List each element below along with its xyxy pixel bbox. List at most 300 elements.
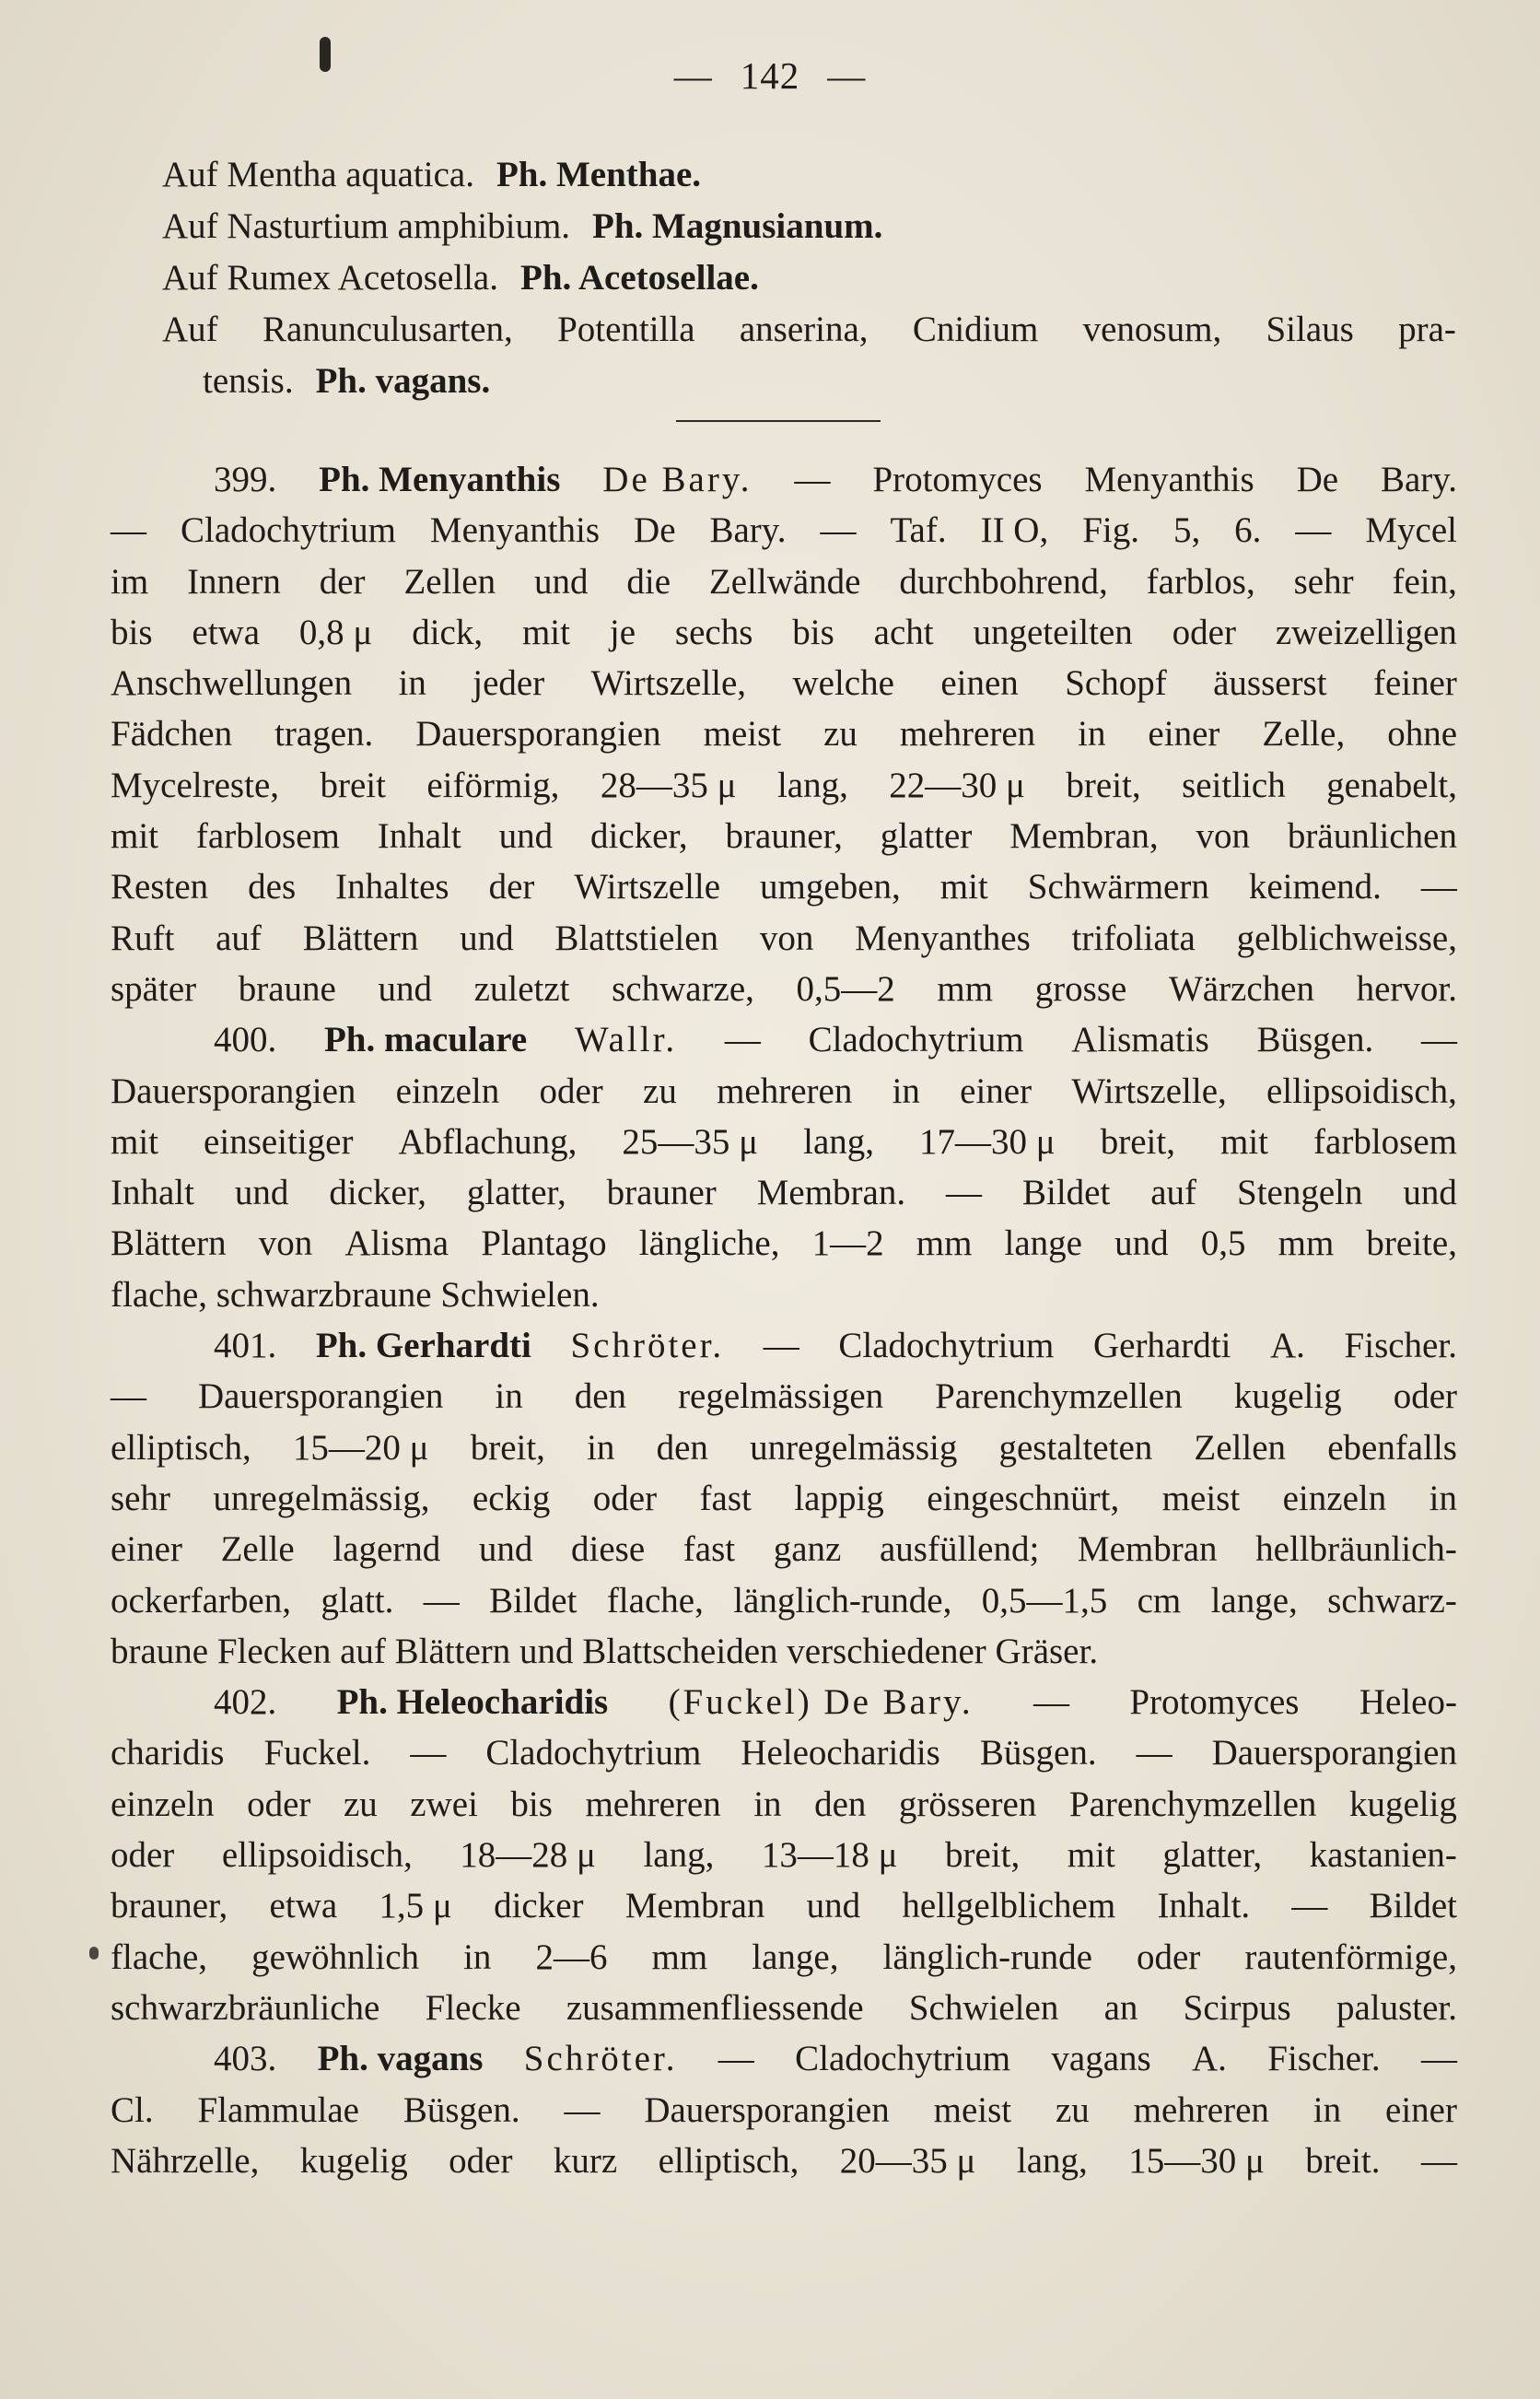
word: cm — [1137, 1580, 1182, 1621]
word: Nährzelle, — [111, 2140, 260, 2181]
word: und — [234, 1173, 289, 1213]
section-divider — [676, 420, 881, 422]
word: in — [398, 663, 426, 704]
word: Büsgen. — [402, 2089, 520, 2130]
word: 15—30 μ — [1128, 2140, 1265, 2181]
word: bis — [510, 1784, 553, 1824]
word: jeder — [472, 663, 545, 704]
word: in — [1078, 714, 1106, 755]
word: fast — [682, 1529, 736, 1570]
word: Inhalt — [377, 816, 461, 857]
word: Cladochytrium — [485, 1733, 702, 1773]
text-line — [111, 1779, 1457, 1830]
word: den — [814, 1784, 867, 1824]
word: Mycelreste, — [111, 765, 280, 805]
word: oder — [1393, 1376, 1457, 1417]
author-citation: Wallr. — [574, 1020, 678, 1060]
word: in — [587, 1427, 615, 1468]
author-citation: (Fuckel) De Bary. — [668, 1682, 974, 1723]
word: schwarze, — [612, 968, 754, 1009]
word: Cnidium — [912, 310, 1039, 349]
word: Fischer. — [1267, 2039, 1381, 2079]
text-line — [111, 1626, 1457, 1677]
word: Protomyces — [872, 460, 1043, 499]
word: vagans — [1051, 2039, 1151, 2079]
text-line — [111, 505, 1457, 556]
word: sehr — [111, 1478, 170, 1518]
text-line — [111, 811, 1457, 861]
word: Membran, — [1009, 816, 1159, 857]
word: lang, — [803, 1121, 875, 1162]
word: länglich-runde, — [733, 1580, 952, 1621]
word: tragen. — [274, 714, 374, 755]
word: zusammenfliessende — [566, 1987, 864, 2028]
word: der — [488, 867, 535, 907]
word: meist — [1161, 1478, 1241, 1518]
word: Fädchen — [111, 714, 233, 755]
word: 399. — [214, 460, 277, 499]
word: Blättern — [111, 1223, 227, 1264]
word: brauner, — [725, 816, 843, 857]
species-descriptions — [111, 454, 1457, 2186]
word: Büsgen. — [1256, 1020, 1374, 1060]
word: II O, — [980, 510, 1049, 551]
word: keimend. — [1248, 867, 1382, 907]
word: mehreren — [585, 1784, 721, 1824]
species-name: Ph. maculare — [323, 1020, 528, 1060]
text-line — [111, 1117, 1457, 1167]
word: Resten — [111, 867, 209, 907]
page-number-dash-left: — — [673, 54, 713, 97]
word: unregelmässig — [750, 1427, 958, 1468]
host-species: Ph. Menthae. — [496, 155, 702, 194]
word: einzeln — [1282, 1478, 1387, 1518]
word: in — [753, 1784, 782, 1824]
word: Cladochytrium — [180, 510, 396, 551]
word: grösseren — [898, 1784, 1037, 1824]
word: 0,5—1,5 — [981, 1580, 1108, 1621]
word: länglich-runde — [882, 1937, 1092, 1977]
word: breit, — [470, 1427, 545, 1468]
word: zu — [1055, 2089, 1090, 2130]
word: hervor. — [1356, 968, 1457, 1009]
entry-heading-line — [111, 1014, 1457, 1065]
word: Dauersporangien — [644, 2089, 890, 2130]
word: farblosem — [195, 816, 340, 857]
word: einer — [1385, 2089, 1457, 2130]
word: hellgelblichem — [902, 1886, 1116, 1926]
word: flache, — [606, 1580, 704, 1621]
word: elliptisch, — [111, 1427, 251, 1468]
word: später — [111, 968, 197, 1009]
word: ellipsoidisch, — [1266, 1071, 1457, 1111]
word: an — [1103, 1987, 1138, 2028]
word: Cladochytrium — [795, 2039, 1011, 2079]
word: mm — [937, 968, 994, 1009]
word: bis — [111, 612, 153, 652]
word: lange — [1004, 1223, 1082, 1264]
word: Alisma — [344, 1223, 449, 1264]
word: kugelig — [1233, 1376, 1342, 1417]
word: Anschwellungen — [111, 663, 353, 704]
word: bräunlichen — [1287, 816, 1457, 857]
word: einen — [940, 663, 1019, 704]
word: Heleo- — [1359, 1682, 1457, 1723]
word: sechs — [674, 612, 753, 652]
word: mit — [1220, 1121, 1269, 1162]
word: Menyanthes — [855, 918, 1031, 958]
word: — — [718, 2039, 754, 2079]
word: — — [1136, 1733, 1172, 1773]
word: eiförmig, — [426, 765, 560, 805]
word: Heleocharidis — [741, 1733, 940, 1773]
word: Zellen — [403, 561, 496, 602]
word: einer — [960, 1071, 1032, 1111]
entry-heading-line — [111, 454, 1457, 505]
word: gelblichweisse, — [1236, 918, 1457, 958]
word: ganz — [773, 1529, 842, 1570]
word: und — [533, 561, 589, 602]
word: welche — [792, 663, 894, 704]
text-line — [111, 913, 1457, 964]
word: Fig. — [1082, 510, 1139, 551]
word: Wirtszelle, — [1071, 1071, 1227, 1111]
word: in — [892, 1071, 920, 1111]
text-line — [111, 658, 1457, 708]
word: paluster. — [1336, 1987, 1457, 2028]
text-line — [111, 1727, 1457, 1778]
word: — — [1295, 510, 1332, 551]
word: Dauersporangien — [111, 1071, 356, 1111]
word: Bary. — [709, 510, 787, 551]
word: 402. — [214, 1682, 277, 1723]
word: glatter, — [466, 1173, 566, 1213]
word: zuletzt — [473, 968, 570, 1009]
word: einseitiger — [204, 1121, 354, 1162]
word: im — [111, 561, 149, 602]
word: Bary. — [1380, 460, 1457, 499]
author-citation: De Bary. — [602, 460, 752, 499]
word: ohne — [1387, 714, 1457, 755]
word: braune — [238, 968, 336, 1009]
word: mehreren — [1133, 2089, 1269, 2130]
host-entry — [162, 149, 1456, 201]
word: A. — [1270, 1326, 1305, 1366]
text-line — [111, 1830, 1457, 1880]
word: von — [258, 1223, 313, 1264]
word: oder — [1136, 1937, 1201, 1977]
word: 22—30 μ — [889, 765, 1025, 805]
host-species: Ph. Magnusianum. — [592, 206, 883, 246]
word: Flecke — [425, 1987, 521, 2028]
word: A. — [1192, 2039, 1227, 2079]
word: hellbräunlich- — [1255, 1529, 1457, 1570]
word: brauner — [606, 1173, 717, 1213]
word: lang, — [1016, 2140, 1088, 2181]
word: lange, — [1210, 1580, 1298, 1621]
word: Membran — [624, 1886, 765, 1926]
word: — — [1420, 2039, 1457, 2079]
word: — — [1033, 1682, 1070, 1723]
host-entry-ranunculus — [162, 304, 1456, 356]
word: gewöhnlich — [251, 1937, 420, 1977]
word: mit — [111, 1121, 159, 1162]
word: bis — [792, 612, 834, 652]
word: dicker — [494, 1886, 584, 1926]
text-line — [111, 1066, 1457, 1117]
word: lang, — [776, 765, 848, 805]
word: 1,5 μ — [379, 1886, 452, 1926]
word: diese — [571, 1529, 646, 1570]
word: — — [1420, 1020, 1457, 1060]
word: durchbohrend, — [899, 561, 1108, 602]
word: dick, — [412, 612, 484, 652]
word: breit, — [1066, 765, 1141, 805]
word: ungeteilten — [973, 612, 1133, 652]
text-line — [111, 2085, 1457, 2136]
word: feiner — [1372, 663, 1457, 704]
text-line — [111, 760, 1457, 811]
word: meist — [933, 2089, 1012, 2130]
word: Zelle, — [1262, 714, 1346, 755]
word: in — [495, 1376, 523, 1417]
word: Büsgen. — [979, 1733, 1097, 1773]
species-name: Ph. Heleocharidis — [336, 1682, 609, 1723]
word: Schwärmern — [1027, 867, 1209, 907]
word: mehreren — [717, 1071, 853, 1111]
word: — — [1420, 867, 1457, 907]
word: 2—6 — [535, 1937, 608, 1977]
word: und — [806, 1886, 861, 1926]
word: 0,5—2 — [796, 968, 895, 1009]
word: — — [111, 510, 146, 551]
word: 5, — [1172, 510, 1201, 551]
word: breite, — [1366, 1223, 1457, 1264]
word: Abflachung, — [398, 1121, 578, 1162]
word: Potentilla — [557, 310, 695, 349]
text-line — [111, 861, 1457, 912]
word: etwa — [192, 612, 261, 652]
host-entry-continuation — [162, 356, 1456, 407]
word: Cladochytrium — [838, 1326, 1055, 1366]
word: breit — [320, 765, 386, 805]
word: Fuckel. — [263, 1733, 371, 1773]
host-plant: Auf Nasturtium amphibium. — [162, 206, 571, 246]
word: Dauersporangien — [415, 714, 661, 755]
word: Gerhardti — [1092, 1326, 1231, 1366]
entry-heading-line — [111, 2033, 1457, 2084]
word: 28—35 μ — [600, 765, 737, 805]
host-entry — [162, 252, 1456, 304]
word: acht — [873, 612, 934, 652]
host-species: Ph. Acetosellae. — [520, 258, 759, 298]
text-line — [111, 1422, 1457, 1473]
host-plant: Auf Mentha aquatica. — [162, 155, 474, 194]
word: — — [794, 460, 831, 499]
word: — — [410, 1733, 447, 1773]
word: zwei — [410, 1784, 478, 1824]
word: seitlich — [1182, 765, 1286, 805]
word: Ruft — [111, 918, 175, 958]
word: 0,8 μ — [298, 612, 373, 652]
word: breit, — [1100, 1121, 1175, 1162]
text-line — [111, 1371, 1457, 1422]
word: rautenförmige, — [1244, 1937, 1457, 1977]
word: zu — [823, 714, 858, 755]
word: einzeln — [395, 1071, 500, 1111]
text-line — [111, 1218, 1457, 1269]
page-number — [0, 53, 1540, 98]
word: Parenchymzellen — [1068, 1784, 1317, 1824]
author-citation: Schröter. — [570, 1326, 725, 1366]
word: und — [478, 1529, 533, 1570]
word: etwa — [269, 1886, 338, 1926]
word: — — [946, 1173, 983, 1213]
word: je — [609, 612, 636, 652]
word: pra- — [1398, 310, 1456, 349]
word: — — [763, 1326, 799, 1366]
word: charidis — [111, 1733, 225, 1773]
word: zu — [643, 1071, 677, 1111]
text-line — [111, 2136, 1457, 2186]
word: kurz — [553, 2140, 618, 2181]
word: der — [319, 561, 366, 602]
word: von — [759, 918, 814, 958]
word: lappig — [794, 1478, 884, 1518]
word: anserina, — [739, 310, 869, 349]
word: ellipsoidisch, — [221, 1835, 413, 1876]
host-entry — [162, 201, 1456, 252]
word: mit — [111, 816, 159, 857]
host-species: Ph. vagans. — [315, 361, 491, 401]
word: 13—18 μ — [761, 1835, 898, 1876]
text-line — [111, 1473, 1457, 1524]
host-plant: Auf Rumex Acetosella. — [162, 258, 498, 298]
word: Bildet — [1021, 1173, 1111, 1213]
word: Alismatis — [1071, 1020, 1209, 1060]
word: sehr — [1293, 561, 1354, 602]
word: Zellen — [1194, 1427, 1287, 1468]
word: oder — [539, 1071, 603, 1111]
word: — — [1291, 1886, 1328, 1926]
word: den — [656, 1427, 708, 1468]
entry-heading-line — [111, 1320, 1457, 1371]
word: venosum, — [1082, 310, 1222, 349]
word: einer — [111, 1529, 182, 1570]
word: oder — [592, 1478, 658, 1518]
word: 18—28 μ — [460, 1835, 596, 1876]
text-line — [111, 607, 1457, 658]
word: eckig — [472, 1478, 551, 1518]
word: 1—2 — [811, 1223, 884, 1264]
word: Membran. — [756, 1173, 906, 1213]
text-line — [111, 964, 1457, 1014]
word: Wärzchen — [1168, 968, 1314, 1009]
word: 15—20 μ — [292, 1427, 429, 1468]
word: 403. — [214, 2039, 277, 2079]
word: 0,5 — [1200, 1223, 1246, 1264]
word: braune Flecken auf Blättern und Blattscheiden verschiedener Gräser. — [111, 1631, 1099, 1671]
text-line — [111, 708, 1457, 759]
word: Mycel — [1365, 510, 1457, 551]
word: farblosem — [1313, 1121, 1457, 1162]
word: Menyanthis — [429, 510, 601, 551]
word: äusserst — [1213, 663, 1327, 704]
word: 401. — [214, 1326, 277, 1366]
word: trifoliata — [1071, 918, 1196, 958]
text-line — [111, 556, 1457, 607]
host-plant: tensis. — [203, 361, 294, 401]
host-list — [162, 149, 1456, 407]
word: oder — [111, 1835, 175, 1876]
word: Menyanthis — [1084, 460, 1254, 499]
word: auf — [1150, 1173, 1197, 1213]
word: — — [1420, 2140, 1457, 2181]
word: Blättern — [302, 918, 419, 958]
word: Parenchymzellen — [935, 1376, 1183, 1417]
text-line — [111, 1270, 1457, 1320]
word: glatt. — [321, 1580, 394, 1621]
word: kugelig — [1348, 1784, 1457, 1824]
word: grosse — [1034, 968, 1127, 1009]
word: schwarz- — [1327, 1580, 1457, 1621]
word: 6. — [1234, 510, 1262, 551]
word: regelmässigen — [678, 1376, 884, 1417]
word: 25—35 μ — [622, 1121, 759, 1162]
text-line — [111, 1524, 1457, 1574]
word: lang, — [643, 1835, 715, 1876]
word: fein, — [1392, 561, 1457, 602]
word: in — [463, 1937, 492, 1977]
word: Dauersporangien — [1211, 1733, 1457, 1773]
word: Schopf — [1065, 663, 1167, 704]
word: — — [820, 510, 857, 551]
word: oder — [1172, 612, 1236, 652]
species-name: Ph. Gerhardti — [315, 1326, 531, 1366]
word: Dauersporangien — [198, 1376, 444, 1417]
word: Bildet — [489, 1580, 578, 1621]
word: in — [1429, 1478, 1457, 1518]
text-line — [111, 1575, 1457, 1626]
word: zu — [343, 1784, 378, 1824]
text-line — [111, 1167, 1457, 1218]
word: mm — [651, 1937, 708, 1977]
word: gestalteten — [998, 1427, 1153, 1468]
word: zweizelligen — [1275, 612, 1457, 652]
word: — — [564, 2089, 601, 2130]
word: mm — [1278, 1223, 1335, 1264]
page-number-value: 142 — [740, 54, 800, 97]
word: längliche, — [638, 1223, 780, 1264]
word: — — [423, 1580, 460, 1621]
word: Cladochytrium — [808, 1020, 1024, 1060]
word: Bildet — [1369, 1886, 1457, 1926]
word: — — [111, 1376, 146, 1417]
word: Scirpus — [1183, 1987, 1291, 2028]
word: oder — [247, 1784, 311, 1824]
word: Inhalt — [111, 1173, 194, 1213]
word: De — [634, 510, 676, 551]
word: De — [1296, 460, 1339, 499]
word: Blattstielen — [554, 918, 719, 958]
word: den — [574, 1376, 627, 1417]
word: auf — [216, 918, 262, 958]
word: Protomyces — [1129, 1682, 1300, 1723]
word: kugelig — [299, 2140, 408, 2181]
word: und — [498, 816, 554, 857]
word: Inhaltes — [335, 867, 449, 907]
text-line — [111, 1880, 1457, 1931]
